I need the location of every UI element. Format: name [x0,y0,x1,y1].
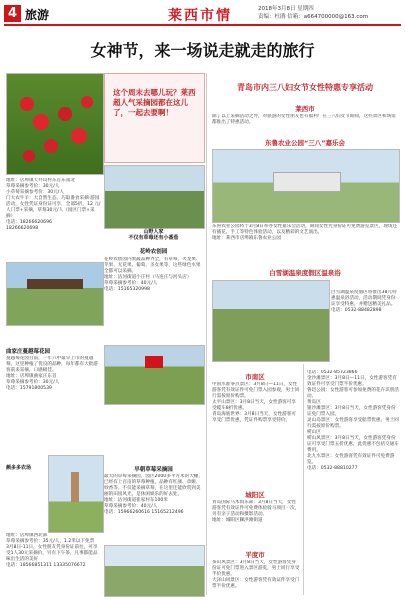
pingdu-title: 平度市 [245,551,265,559]
editor-line: 责编：杜鹃 信箱：a664700000@163.com [258,14,369,20]
strawberry-farm-text: 地址：店埠镇天井山村东首东南北 草莓采摘参考价：30元/人 小草莓采摘参考价：30元/人 门大农牛羊：大自然生态，巧取番食采摘·游园活动，女性凭证身份证可享，全部5折，12 元/人门票+采摘，草莓30元/人（园区门票+采摘） 电话：18266620696 18266620698 [6,178,101,231]
flower-park-text: 花岭农创园内果蔬品种齐全，有草莓、火龙果、苹果、无花果、葡萄、圣女果等，这些绿色水果全都可以采摘。 地址：沽河街道小庄村（马连庄与河头店） 草莓采摘参考价：40元/人 电话：15165320998 [104,257,201,292]
section-title: 旅游 [25,8,50,22]
laixi-title: 莱西市 [295,105,315,113]
dongan-photo [212,149,400,223]
zaochao-photo [104,545,205,597]
laixi-text: 除了以上采摘活动之外，对旅游的女性朋友也有福利！在三八妇女节期间，这些景区和场馆都推出了特惠活动。 [212,114,396,125]
flower-park-title: 花岭农创园 [139,249,168,255]
paper-masthead: 莱西市情 [168,8,232,24]
farm-photo [104,165,205,229]
page-headline: 女神节，来一场说走就走的旅行 [90,41,315,60]
zaochao-farm-title: 早朝草莓采摘园 [134,467,173,473]
chengyang-text: 青岛国际马术俱乐部：3月8日当天，女性游客凭有效证件可免费体验骑马项目一次，另有亲子活动和摄影活动。 地址：城阳区棘洪滩街道 [212,500,300,523]
shinan-text: 中国水准零点景区：3月8日—11日，女性游客凭有效证件可免门票入园参观，男士同行需按原价购票。 太平山景区：3月8日当天，女性游客可享受缆车8折优惠。 青岛海底世界：3月8日当天，女性游客可享受门票优惠，凭证件购票享受特价。 [212,382,300,423]
cranberry-garden-text: 蔓越莓花园目前，一年六中最早上市的蔓越莓。这里种植了优良的品种，每年都有大批游客前来采摘，口感极佳。 地址：店埠镇曲家庄东首 草莓采摘参考价：30元/人 电话：15791800539 [6,356,98,391]
zaochao-farm-text: 最大的草莓采摘园，园区2000多平方米的大棚，已经有上百亩的草莓种植，品种有红颜、章姬、妙香等。不仅能采摘草莓，在这里还能欣赏到美丽的田园风光，是休闲娱乐的好去处。 地址：沽河街道崔家村东100米 草莓采摘参考价：40元/人 电话：15966260616 15165212496 [104,474,203,515]
pingdu-text: 茶山风景区：3月8日当天，女性游客凭身份证可免门票进入景区游览，男士同行享受半价优惠。 大泽山风景区：女性游客凭有效证件享受门票半价优惠。 [212,560,300,589]
dongan-text: 东鲁农业公园将于3月8日举办女性嘉乐会活动，期间女性凭身份证可免费游览景区，现场还有插花、手工等特色体验活动，以及精彩的文艺演出。 地址：莱西市店埠镇东鲁农业公园 [212,224,398,241]
header-rule [4,24,401,26]
duoduo-farm-text: 地址：店埠镇西北部 草莓采摘参考价：35元/人，1.2米以下免票 3月8日-11日，女性朋友凭身份证前往，可享受1人30元采摘价，另有下午茶，凡事都能品味出生活的美好 电话：18566851311 13335076672 [6,533,98,568]
page-number: 4 [4,5,21,22]
strawberry-photo [6,73,104,175]
farm-photo-caption: 山野人家 不仅有草莓还有小番茄 [128,229,179,241]
windmill-photo [48,455,104,533]
promo-text: 这个周末去哪儿玩？莱西超人气采摘园都在这儿了，一起去要啊！ [113,88,196,117]
cranberry-photo [104,345,205,405]
baixue-photo [212,280,330,362]
dongan-title: 东鲁农业公园“三八”嘉乐会 [264,139,346,147]
activity-title: 青岛市内三八妇女节女性特惠专享活动 [237,83,373,92]
baixue-text: 白雪湖温泉度假区将推出38元特惠温泉浴活动，活动期间凭身份证享受特惠，并赠送精美礼品。 电话：0532-88482898 [331,290,397,313]
column-divider [206,73,207,595]
right-divider [303,364,304,595]
date-line: 2018年3月8日 星期四 [258,6,314,12]
duoduo-farm-title: 颜多多农场 [6,465,32,471]
cranberry-garden-title: 曲家庄蔓越莓花园 [6,349,51,355]
flower-park-photo [6,262,104,326]
shinan-title: 市南区 [245,373,265,381]
right-col2-text: 电话：0532-85723866 金沙滩景区：3月8日—11日，女性游客凭有效证件可享受门票半价优惠。 鲁迅公园：女性游客可参加免费的花卉识别活动。 黄岛区 银沙滩景区：3月8日当天，女性游客凭身份证免门票入园。 灵山岛景区：女性游客享受船票优惠，男士同行需按原价购票。 崂山区 崂山风景区：3月8日当天，女性游客凭身份证可享受门票五折优惠，此优惠不包括交通车费用。 北九水景区：女性游客凭有效证件可免费游览。 电话：0532-88810277 [307,370,399,471]
baixue-title: 白雪湖温泉度假区温泉浴 [269,269,341,277]
promo-box [104,73,205,163]
chengyang-title: 城阳区 [245,491,265,499]
